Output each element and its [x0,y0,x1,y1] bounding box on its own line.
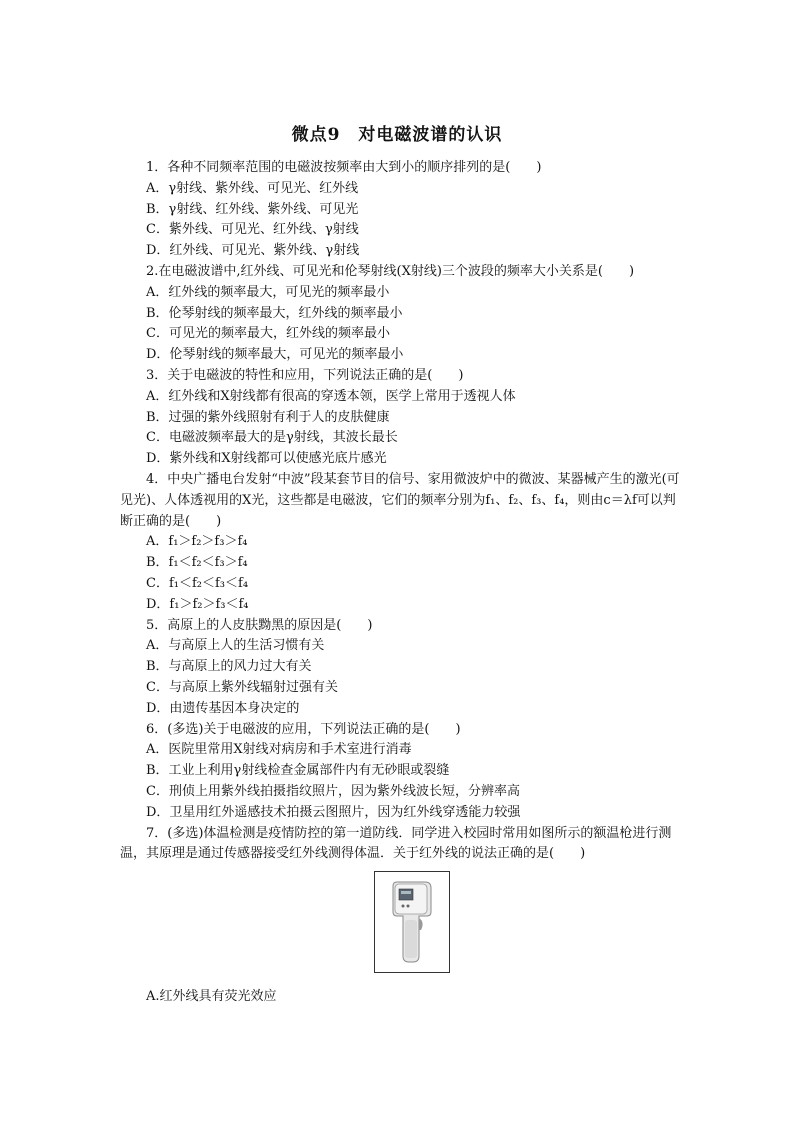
question-3 [120,366,680,470]
question-1 [120,158,680,262]
thermometer-gun-icon [375,872,449,972]
option-d: D．卫星用红外遥感技术拍摄云图照片，因为红外线穿透能力较强 [146,804,521,820]
option-d: D．伦琴射线的频率最大，可见光的频率最小 [146,347,404,363]
question-6 [120,720,680,824]
option-c: C．紫外线、可见光、红外线、γ射线 [146,222,359,238]
question-stem: 1．各种不同频率范围的电磁波按频率由大到小的顺序排列的是( ) [146,160,542,175]
option-d: D．由遗传基因本身决定的 [146,700,300,716]
question-list [120,158,680,1008]
option-c: C．与高原上紫外线辐射过强有关 [146,679,338,695]
question-stem: 5．高原上的人皮肤黝黑的原因是( ) [146,617,373,633]
option-d: D．红外线、可见光、紫外线、γ射线 [146,243,360,259]
question-stem: 7．(多选)体温检测是疫情防控的第一道防线．同学进入校园时常用如图所示的额温枪进行测温，其原理是通过传感器接受红外线测得体温．关于红外线的说法正确的是( ) [120,825,672,862]
option-b: B．伦琴射线的频率最大，红外线的频率最小 [146,305,403,321]
question-stem: 6．(多选)关于电磁波的应用，下列说法正确的是( ) [146,721,461,737]
option-a: A．红外线的频率最大，可见光的频率最小 [146,284,390,300]
option-a: A．与高原上人的生活习惯有关 [146,638,325,654]
question-stem: 3．关于电磁波的特性和应用，下列说法正确的是( ) [146,367,464,383]
option-b: B．与高原上的风力过大有关 [146,659,312,675]
page-title: 微点9 对电磁波谱的认识 [291,125,503,145]
option-b: B．γ射线、红外线、紫外线、可见光 [146,201,359,217]
question-7 [120,824,680,1008]
option-a: A．医院里常用X射线对病房和手术室进行消毒 [146,742,412,758]
question-stem: 2.在电磁波谱中,红外线、可见光和伦琴射线(X射线)三个波段的频率大小关系是( ) [146,263,635,279]
forehead-thermometer-figure [374,871,450,973]
option-c: C．电磁波频率最大的是γ射线，其波长最长 [146,430,398,446]
option-a: A．f₁＞f₂＞f₃＞f₄ [146,534,248,550]
question-5 [120,616,680,720]
option-d: D．紫外线和X射线都可以使感光底片感光 [146,451,387,467]
option-b: B．工业上利用γ射线检查金属部件内有无砂眼或裂缝 [146,763,450,779]
option-c: C．刑侦上用紫外线拍摄指纹照片，因为紫外线波长短，分辨率高 [146,783,520,799]
question-4 [120,470,680,616]
option-a: A．γ射线、紫外线、可见光、红外线 [146,180,359,196]
option-a: A．红外线和X射线都有很高的穿透本领，医学上常用于透视人体 [146,388,516,404]
option-c: C．f₁＜f₂＜f₃＜f₄ [146,575,249,591]
option-d: D．f₁＞f₂＞f₃＜f₄ [146,596,249,612]
option-b: B．过强的紫外线照射有利于人的皮肤健康 [146,409,390,425]
option-c: C．可见光的频率最大，红外线的频率最小 [146,326,390,342]
question-2 [120,262,680,366]
option-b: B．f₁＜f₂＜f₃＞f₄ [146,555,248,571]
question-stem: 4．中央广播电台发射“中波”段某套节目的信号、家用微波炉中的微波、某器械产生的激光(可见光)、人体透视用的X光，这些都是电磁波，它们的频率分别为f₁、f₂、f₃、f₄，则由c＝λf可以判断正确的是( ) [120,471,680,529]
option-a: A.红外线具有荧光效应 [146,989,277,1005]
